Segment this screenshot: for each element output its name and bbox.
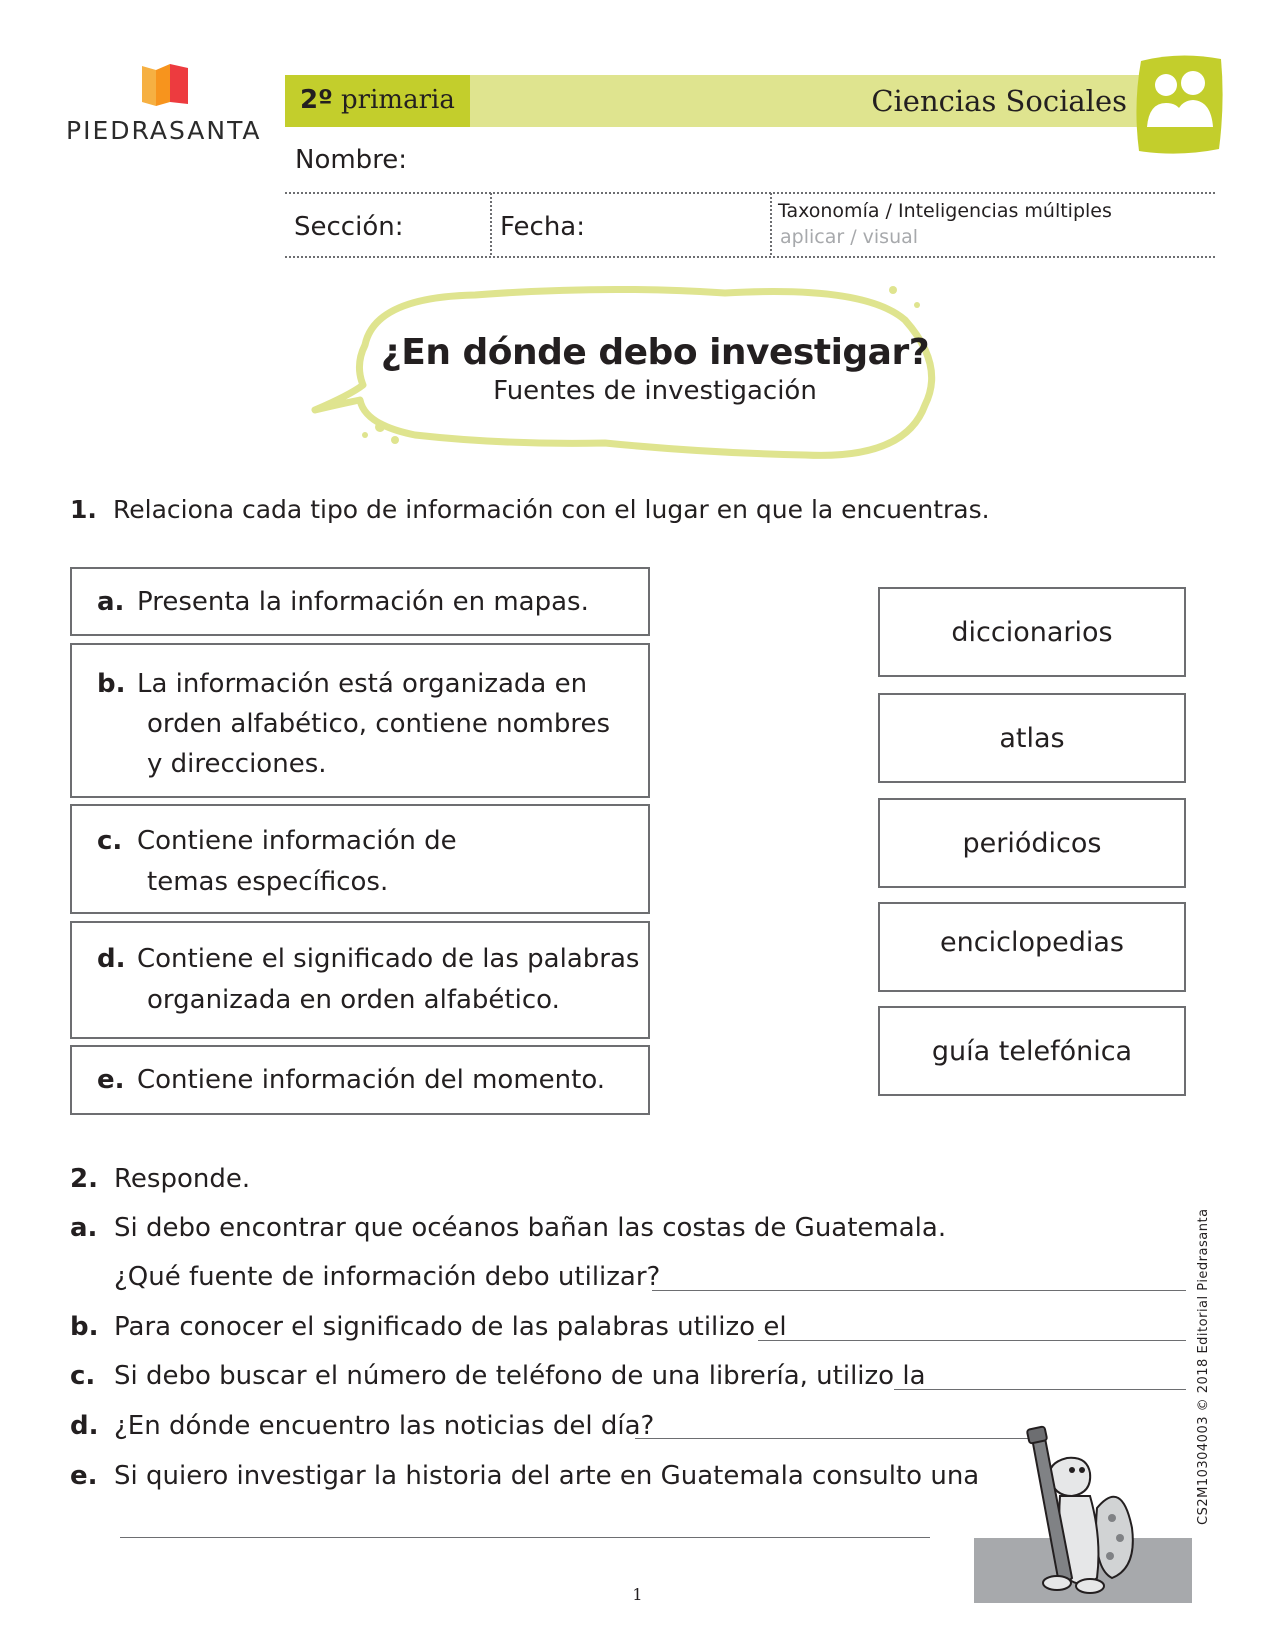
item-letter: c. — [97, 826, 123, 856]
match-item-a[interactable] — [70, 567, 650, 636]
source-box-atlas[interactable]: atlas — [878, 693, 1186, 783]
item-text: temas específicos. — [147, 867, 389, 897]
taxonomy-value: aplicar / visual — [780, 226, 919, 248]
item-text: orden alfabético, contiene nombres — [147, 709, 610, 739]
grade-number: 2º — [300, 85, 333, 115]
source-box-phonebook[interactable]: guía telefónica — [878, 1006, 1186, 1096]
q2-item-c — [70, 1361, 926, 1391]
q2-item-d — [70, 1411, 654, 1441]
q2-item-e — [70, 1461, 979, 1491]
item-text: y direcciones. — [147, 749, 327, 779]
match-item-b[interactable] — [70, 643, 650, 798]
people-icon — [1133, 53, 1225, 157]
item-letter: e. — [70, 1461, 98, 1491]
item-text: Contiene información del momento. — [137, 1065, 606, 1095]
match-item-d[interactable] — [70, 921, 650, 1039]
name-underline[interactable] — [285, 192, 1215, 194]
item-letter: b. — [97, 669, 126, 699]
date-label: Fecha: — [500, 212, 585, 242]
source-box-encyclopedias[interactable]: enciclopedias — [878, 902, 1186, 992]
subject-title: Ciencias Sociales — [871, 84, 1127, 118]
item-letter: a. — [97, 587, 125, 617]
item-letter: d. — [97, 944, 126, 974]
question-2-instruction: Responde. — [114, 1164, 251, 1194]
publication-code: CS2M10304003 © 2018 Editorial Piedrasanta — [1196, 1208, 1211, 1525]
match-item-e[interactable] — [70, 1045, 650, 1115]
item-text: Si debo encontrar que océanos bañan las costas de Guatemala. — [114, 1213, 947, 1243]
item-letter: e. — [97, 1065, 125, 1095]
question-2-header — [70, 1164, 250, 1194]
item-letter: a. — [70, 1213, 98, 1243]
q2-item-b — [70, 1312, 787, 1342]
field-divider — [490, 193, 492, 255]
grade-word: primaria — [341, 85, 455, 115]
source-box-newspapers[interactable]: periódicos — [878, 798, 1186, 888]
source-box-dictionaries[interactable]: diccionarios — [878, 587, 1186, 677]
piedrasanta-logo-icon — [140, 62, 190, 108]
question-1-instruction: Relaciona cada tipo de información con el lugar en que la encuentras. — [113, 495, 990, 524]
worksheet-subtitle: Fuentes de investigación — [493, 376, 817, 406]
answer-line-e[interactable] — [120, 1537, 930, 1538]
item-text: Contiene información de — [137, 826, 457, 856]
item-letter: d. — [70, 1411, 99, 1441]
brand-name: PIEDRASANTA — [66, 116, 262, 145]
item-text: organizada en orden alfabético. — [147, 985, 560, 1015]
match-item-c[interactable] — [70, 804, 650, 914]
item-letter: c. — [70, 1361, 96, 1391]
q2-item-a-question: ¿Qué fuente de información debo utilizar? — [114, 1262, 661, 1292]
item-text: Presenta la información en mapas. — [137, 587, 589, 617]
field-divider — [770, 193, 772, 255]
question-2-number: 2. — [70, 1164, 98, 1194]
answer-line-a[interactable] — [652, 1290, 1186, 1291]
q2-item-a — [70, 1213, 946, 1243]
section-label: Sección: — [294, 212, 404, 242]
fields-underline — [285, 256, 1215, 258]
taxonomy-label: Taxonomía / Inteligencias múltiples — [778, 200, 1112, 222]
item-letter: b. — [70, 1312, 99, 1342]
answer-line-c[interactable] — [894, 1389, 1186, 1390]
item-text: ¿En dónde encuentro las noticias del día? — [114, 1411, 655, 1441]
name-label: Nombre: — [295, 145, 408, 175]
worksheet-title: ¿En dónde debo investigar? — [380, 332, 930, 373]
item-text: Para conocer el significado de las palabras utilizo el — [114, 1312, 787, 1342]
item-text: La información está organizada en — [137, 669, 588, 699]
item-text: Contiene el significado de las palabras — [137, 944, 640, 974]
turtle-with-pencil-illustration — [972, 1418, 1192, 1603]
question-1-number: 1. — [70, 495, 97, 524]
page-number: 1 — [632, 1585, 643, 1604]
item-text: Si quiero investigar la historia del arte en Guatemala consulto una — [114, 1461, 980, 1491]
item-text: Si debo buscar el número de teléfono de una librería, utilizo la — [114, 1361, 926, 1391]
grade-label — [300, 85, 455, 115]
answer-line-b[interactable] — [758, 1340, 1186, 1341]
